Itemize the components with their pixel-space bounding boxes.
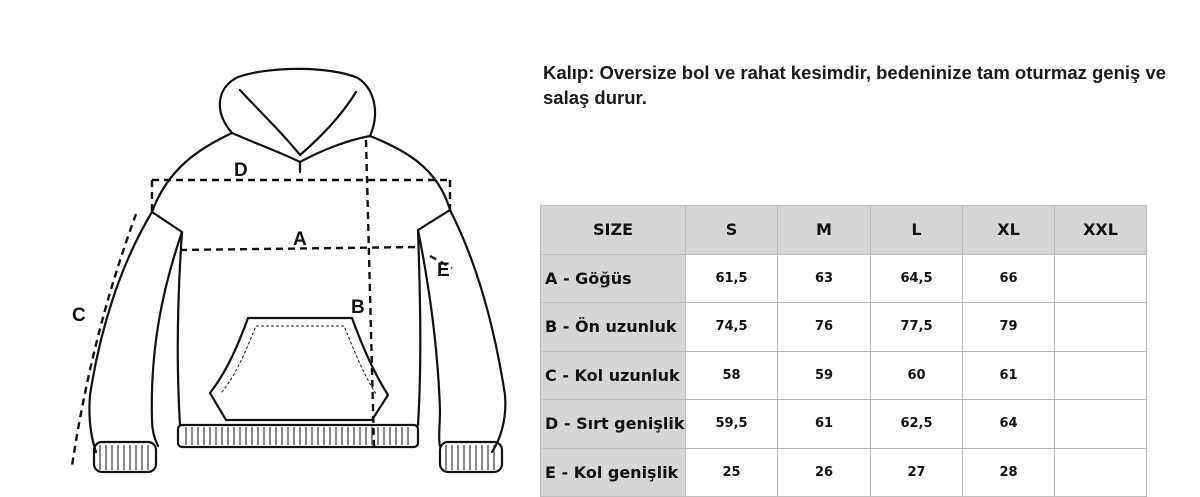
- table-cell: 64,5: [871, 254, 963, 303]
- header-l: L: [871, 206, 963, 255]
- table-cell: 61,5: [686, 254, 778, 303]
- table-cell: 59: [778, 351, 871, 400]
- row-label: E - Kol genişlik: [541, 448, 686, 497]
- table-cell: [1055, 400, 1147, 449]
- table-cell: 25: [686, 448, 778, 497]
- table-cell: 79: [963, 303, 1055, 352]
- table-row: [541, 351, 1147, 400]
- table-cell: 61: [963, 351, 1055, 400]
- table-cell: [1055, 303, 1147, 352]
- table-cell: [1055, 351, 1147, 400]
- measurement-lines: [72, 140, 452, 466]
- label-c: C: [72, 305, 86, 326]
- header-size: SIZE: [541, 206, 686, 255]
- measure-b-line: [366, 140, 374, 446]
- table-cell: 61: [778, 400, 871, 449]
- measure-c-line: [72, 214, 136, 466]
- row-label: B - Ön uzunluk: [541, 303, 686, 352]
- header-xxl: XXL: [1055, 206, 1147, 255]
- table-cell: 26: [778, 448, 871, 497]
- table-cell: 62,5: [871, 400, 963, 449]
- table-cell: [1055, 448, 1147, 497]
- row-label: D - Sırt genişlik: [541, 400, 686, 449]
- header-m: M: [778, 206, 871, 255]
- row-label: C - Kol uzunluk: [541, 351, 686, 400]
- fit-description: Kalıp: Oversize bol ve rahat kesimdir, bedeninize tam oturmaz geniş ve salaş durur.: [543, 62, 1167, 108]
- size-chart-table: [540, 205, 1147, 497]
- table-header-row: [541, 206, 1147, 255]
- label-a: A: [293, 229, 307, 250]
- table-cell: 58: [686, 351, 778, 400]
- table-cell: 64: [963, 400, 1055, 449]
- table-cell: 66: [963, 254, 1055, 303]
- table-cell: 77,5: [871, 303, 963, 352]
- label-b: B: [351, 297, 365, 318]
- table-cell: 27: [871, 448, 963, 497]
- rib-texture: [100, 427, 494, 470]
- hoodie-measurement-diagram: [0, 0, 530, 494]
- table-row: [541, 448, 1147, 497]
- table-cell: 74,5: [686, 303, 778, 352]
- row-label: A - Göğüs: [541, 254, 686, 303]
- table-cell: 59,5: [686, 400, 778, 449]
- header-s: S: [686, 206, 778, 255]
- measurement-labels: [72, 160, 450, 326]
- label-e: E: [437, 260, 450, 281]
- table-cell: 76: [778, 303, 871, 352]
- table-row: [541, 303, 1147, 352]
- table-row: [541, 254, 1147, 303]
- header-xl: XL: [963, 206, 1055, 255]
- table-cell: [1055, 254, 1147, 303]
- label-d: D: [234, 160, 248, 181]
- table-cell: 63: [778, 254, 871, 303]
- table-row: [541, 400, 1147, 449]
- table-cell: 28: [963, 448, 1055, 497]
- table-cell: 60: [871, 351, 963, 400]
